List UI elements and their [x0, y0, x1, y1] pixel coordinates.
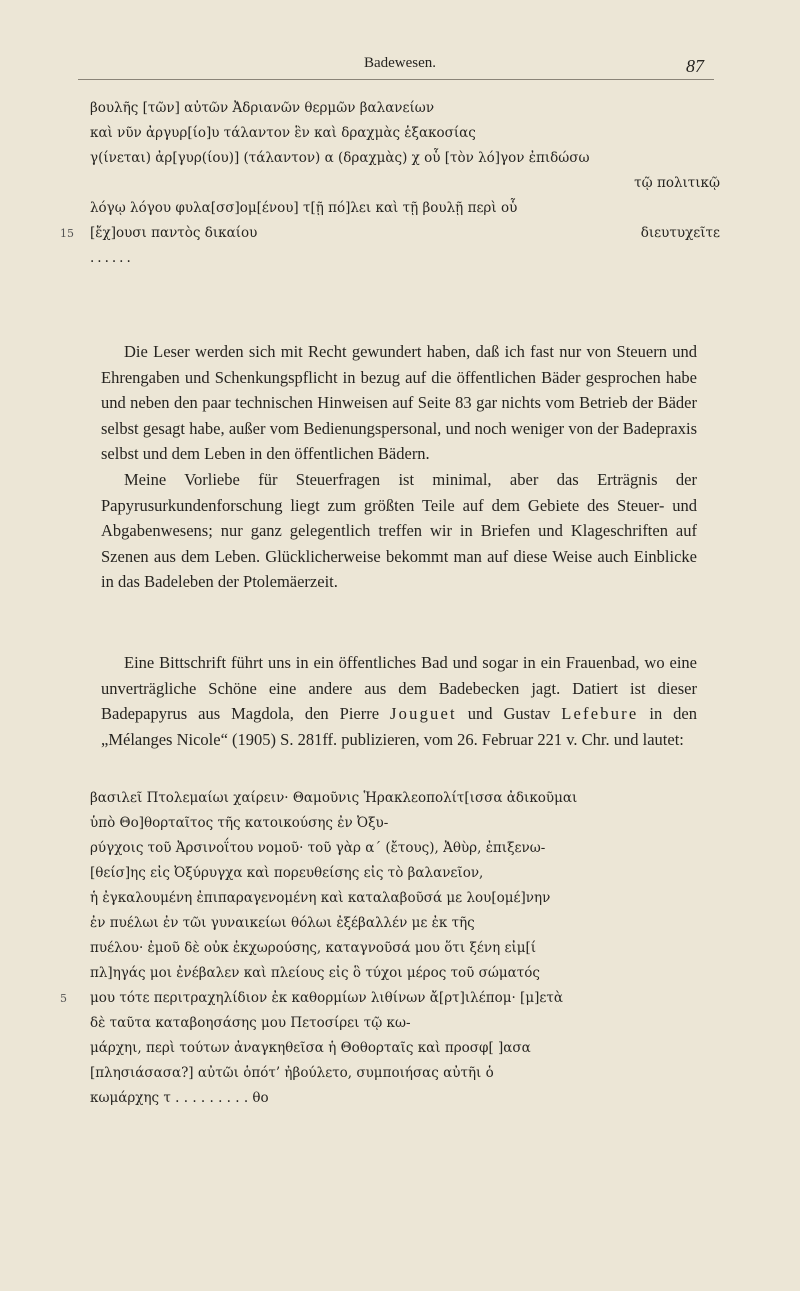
greek-line: ἡ ἐγκαλουμένη ἐπιπαραγενομένη καὶ καταλαβοῦσά με λου[ομέ]νην: [90, 890, 551, 906]
greek-line: ρύγχοις τοῦ Ἀρσινοΐτου νομοῦ· τοῦ γὰρ α´ (ἔτους), Ἀθὺρ, ἐπιξενω-: [90, 840, 546, 856]
line-number: 5: [60, 992, 67, 1005]
greek-line: δὲ ταῦτα καταβοησάσης μου Πετοσίρει τῷ κω-: [90, 1015, 411, 1031]
author-name: Lefebure: [561, 704, 639, 724]
greek-line: τῷ πολιτικῷ: [634, 175, 720, 191]
running-head: Badewesen.: [363, 55, 437, 71]
greek-line: λόγῳ λόγου φυλα[σσ]ομ[ένου] τ[ῇ πό]λει καὶ τῇ βουλῇ περὶ οὗ: [90, 200, 518, 216]
paragraph: Eine Bittschrift führt uns in ein öffentliches Bad und sogar in ein Frauenbad, wo eine unverträgliche Schöne eine andere aus dem Badebecken jagt. Datiert ist dieser Badepapyrus aus Magdola, den Pierre Jouguet und Gustav Lefebure in den „Mélanges Nicole“ (1905) S. 281ff. publizieren, vom 26. Februar 221 v. Chr. und lautet:: [101, 653, 697, 749]
greek-line: βουλῆς [τῶν] αὐτῶν Ἀδριανῶν θερμῶν βαλανείων: [90, 100, 435, 116]
body-text-2: [101, 650, 697, 752]
body-text: [101, 339, 697, 595]
greek-line: καὶ νῦν ἀργυρ[ίο]υ τάλαντον ἓν καὶ δραχμὰς ἑξακοσίας: [90, 125, 476, 141]
greek-line: [θείσ]ης εἰς Ὀξύρυγχα καὶ πορευθείσης εἰς τὸ βαλανεῖον,: [90, 865, 484, 881]
greek-line: 5 μου τότε περιτραχηλίδιον ἐκ καθορμίων λιθίνων ἄ[ρτ]ιλέπομ· [μ]ετὰ: [60, 986, 720, 1011]
paragraph: Meine Vorliebe für Steuerfragen ist minimal, aber das Erträgnis der Papyrusurkundenforschung liegt zum größten Teile auf dem Gebiete des Steuer- und Abgabenwesens; nur ganz gelegentlich treffen wir in Briefen und Klageschriften auf Szenen aus dem Leben. Glücklicherweise bekommt man auf diese Weise auch Einblicke in das Badeleben der Ptolemäerzeit.: [101, 469, 697, 592]
greek-line: πλ]ηγάς μοι ἐνέβαλεν καὶ πλείους εἰς ὃ τύχοι μέρος τοῦ σώματός: [90, 965, 540, 981]
author-name: Jouguet: [390, 704, 457, 724]
greek-excerpt-2: [60, 786, 720, 1111]
line-number: 15: [60, 227, 74, 240]
greek-line: κωμάρχης τ . . . . . . . . . θο: [90, 1090, 269, 1106]
greek-excerpt-1: [60, 96, 720, 271]
greek-line: μάρχηι, περὶ τούτων ἀναγκηθεῖσα ἡ Θοθορταῖς καὶ προσφ[ ]ασα: [90, 1040, 531, 1056]
greek-line: [πλησιάσασα?] αὐτῶι ὁπότ’ ἠβούλετο, συμποιήσας αὐτῆι ὁ: [90, 1065, 494, 1081]
ellipsis-line: ......: [90, 250, 134, 266]
page-number: 87: [686, 56, 704, 76]
greek-line: βασιλεῖ Πτολεμαίωι χαίρειν· Θαμοῦνις Ἡρακλεοπολίτ[ισσα ἀδικοῦμαι: [90, 790, 578, 806]
greek-line: πυέλου· ἐμοῦ δὲ οὐκ ἐκχωρούσης, καταγνοῦσά μου ὅτι ξένη εἰμ[ί: [90, 940, 537, 956]
greek-line: ὑπὸ Θο]θορταῖτος τῆς κατοικούσης ἐν Ὀξυ-: [90, 815, 389, 831]
greek-line: ἐν πυέλωι ἐν τῶι γυναικείωι θόλωι ἐξέβαλλέν με ἐκ τῆς: [90, 915, 475, 931]
greek-line: 15 [ἔχ]ουσι παντὸς δικαίου διευτυχεῖτε: [60, 221, 720, 246]
greek-line: γ(ίνεται) ἀρ[γυρ(ίου)] (τάλαντον) α (δραχμὰς) χ οὗ [τὸν λό]γον ἐπιδώσω: [90, 150, 590, 166]
paragraph: Die Leser werden sich mit Recht gewundert haben, daß ich fast nur von Steuern und Ehrengaben und Schenkungspflicht in bezug auf die öffentlichen Bäder gesprochen habe und neben den paar technischen Hinweisen auf Seite 83 gar nichts vom Betrieb der Bäder selbst gesagt habe, außer vom Bedienungspersonal, und noch weniger von der Badepraxis selbst und dem Leben in den öffentlichen Bädern.: [101, 342, 697, 464]
header-rule: [78, 79, 714, 80]
